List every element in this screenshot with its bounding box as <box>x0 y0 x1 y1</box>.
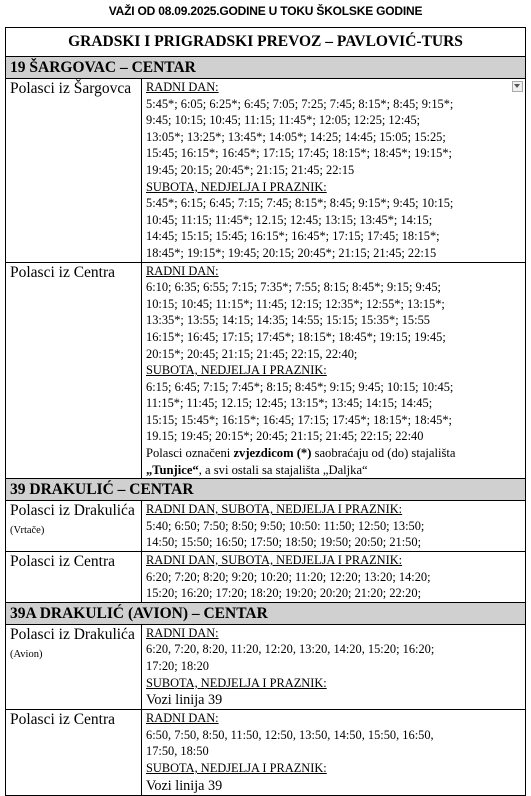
times-line: 6:20; 7:20; 8:20; 9:20; 10:20; 11:20; 12:20; 13:20; 14:20; <box>146 569 431 584</box>
plain-text: Vozi linija 39 <box>146 692 223 709</box>
times-line: 5:45*; 6:05; 6:25*; 6:45; 7:05; 7:25; 7:45; 8:15*; 8:45; 9:15*; <box>146 96 454 111</box>
main-title: GRADSKI I PRIGRADSKI PREVOZ – PAVLOVIĆ-TURS <box>6 28 526 57</box>
day-category: RADNI DAN, SUBOTA, NEDJELJA I PRAZNIK: <box>146 553 403 568</box>
times-cell <box>142 624 526 709</box>
departure-label-text: Polasci iz Drakulića <box>10 625 135 643</box>
times-line: 10:45; 11:15; 11:45*; 12.15; 12:45; 13:15; 13:45*; 14:15; <box>146 212 433 227</box>
times-line: 13:35*; 13:55; 14:15; 14:35; 14:55; 15:15; 15:35*; 15:55 <box>146 313 430 328</box>
times-line: 6:15; 6:45; 7:15; 7:45*; 8:15; 8:45*; 9:15; 9:45; 10:15; 10:45; <box>146 379 454 394</box>
times-line: 13:05*; 13:25*; 13:45*; 14:05*; 14:25; 14:45; 15:05; 15:25; <box>146 129 446 144</box>
departure-row <box>6 624 526 709</box>
times-cell <box>142 501 526 552</box>
times-line: 17:20; 18:20 <box>146 659 209 673</box>
route-header: 39A DRAKULIĆ (AVION) – CENTAR <box>6 602 526 624</box>
footnote <box>146 445 523 478</box>
times-line: 10:15; 10:45; 11:15*; 11:45; 12:15; 12:35*; 12:55*; 13:15*; <box>146 296 445 311</box>
times-line: 14:45; 15:15; 15:45; 16:15*; 16:45*; 17:15; 17:45; 18:15*; <box>146 229 440 244</box>
departure-row <box>6 710 526 795</box>
times-line: 6:20, 7:20, 8:20, 11:20, 12:20, 13:20, 14:20, 15:20; 16:20; <box>146 642 435 657</box>
departure-row <box>6 552 526 603</box>
main-title-row <box>6 28 526 57</box>
times-line: 15:20; 16:20; 17:20; 18:20; 19:20; 20:20; 21:20; 22:20; <box>146 586 422 601</box>
departure-row <box>6 79 526 263</box>
times-line: 9:45; 10:15; 10:45; 11:15; 11:45*; 12:05; 12:25; 12:45; <box>146 113 421 128</box>
route-header: 19 ŠARGOVAC – CENTAR <box>6 57 526 79</box>
times-line: 19:45; 20:15; 20:45*; 21:15; 21:45; 22:15 <box>146 162 355 177</box>
footnote-b2: „Tunjice“ <box>146 462 199 477</box>
times-cell <box>142 262 526 479</box>
times-line: 6:50, 7:50, 8:50, 11:50, 12:50, 13:50, 14:50, 15:50, 16:50, <box>146 727 434 742</box>
times-cell <box>142 710 526 795</box>
times-line: 11:15*; 11:45; 12.15; 12:45; 13:15*; 13:45; 14:15; 14:45; <box>146 396 433 411</box>
route-header-row <box>6 602 526 624</box>
plain-text: Vozi linija 39 <box>146 777 223 794</box>
timetable <box>5 27 526 796</box>
day-category: RADNI DAN: <box>146 625 219 640</box>
times-line: 14:50; 15:50; 16:50; 17:50; 18:50; 19:50; 20:50; 21:50; <box>146 535 422 550</box>
day-category: RADNI DAN: <box>146 711 219 726</box>
departure-label-stop: (Vrtače) <box>10 525 45 537</box>
departure-label <box>6 710 142 795</box>
times-line: 15:45; 16:15*; 16:45*; 17:15; 17:45; 18:15*; 18:45*; 19:15*; <box>146 146 452 161</box>
times-line: 16:15*; 16:45; 17:15; 17:45*; 18:15*; 18:45*; 19:15; 19:45; <box>146 329 446 344</box>
departure-label <box>6 262 142 479</box>
departure-label-text: Polasci iz Centra <box>10 263 116 281</box>
dropdown-arrow-icon[interactable] <box>512 81 523 92</box>
departure-label-text: Polasci iz Šargovca <box>10 80 132 97</box>
departure-row <box>6 501 526 552</box>
day-category: RADNI DAN: <box>146 263 219 278</box>
route-header: 39 DRAKULIĆ – CENTAR <box>6 479 526 501</box>
route-header-row <box>6 57 526 79</box>
day-category: SUBOTA, NEDJELJA I PRAZNIK: <box>146 363 327 378</box>
footnote-p1: Polasci označeni <box>146 446 234 461</box>
departure-label <box>6 79 142 263</box>
departure-label <box>6 501 142 552</box>
footnote-p3: , a svi ostali sa stajališta „Daljka“ <box>198 462 368 477</box>
departure-label-text: Polasci iz Centra <box>10 553 116 571</box>
times-line: 18:45*; 19:15*; 19:45; 20:15; 20:45*; 21:15; 21:45; 22:15 <box>146 245 437 260</box>
times-cell <box>142 79 526 263</box>
day-category: SUBOTA, NEDJELJA I PRAZNIK: <box>146 179 327 194</box>
departure-label-text: Polasci iz Centra <box>10 711 116 729</box>
times-line: 6:10; 6:35; 6:55; 7:15; 7:35*; 7:55; 8:15; 8:45*; 9:15; 9:45; <box>146 280 441 295</box>
times-line: 20:15*; 20:45; 21:15; 21:45; 22:15, 22:40; <box>146 346 358 361</box>
day-category: RADNI DAN, SUBOTA, NEDJELJA I PRAZNIK: <box>146 502 403 517</box>
footnote-b1: zvjezdicom (*) <box>233 446 312 461</box>
departure-label <box>6 552 142 603</box>
day-category: SUBOTA, NEDJELJA I PRAZNIK: <box>146 760 327 775</box>
times-line: 5:40; 6:50; 7:50; 8:50; 9:50; 10:50: 11:50; 12:50; 13:50; <box>146 518 425 533</box>
times-line: 17:50, 18:50 <box>146 744 209 759</box>
departure-label-text: Polasci iz Drakulića <box>10 502 135 520</box>
times-cell <box>142 552 526 603</box>
times-line: 19.15; 19:45; 20:15*; 20:45; 21:15; 21:45; 22:15; 22:40 <box>146 429 424 444</box>
departure-label-stop: (Avion) <box>10 648 43 660</box>
times-line: 5:45*; 6:15; 6:45; 7:15; 7:45; 8:15*; 8:45; 9:15*; 9:45; 10:15; <box>146 196 454 211</box>
times-line: 15:15; 15:45*; 16:15*; 16:45; 17:15; 17:45*; 18:15*; 18:45*; <box>146 412 452 427</box>
route-header-row <box>6 479 526 501</box>
departure-label <box>6 624 142 709</box>
validity-title: VAŽI OD 08.09.2025.GODINE U TOKU ŠKOLSKE GODINE <box>108 4 423 18</box>
footnote-p2: saobraćaju od (do) stajališta <box>311 446 456 461</box>
day-category: RADNI DAN: <box>146 80 219 94</box>
day-category: SUBOTA, NEDJELJA I PRAZNIK: <box>146 675 327 690</box>
departure-row <box>6 262 526 479</box>
